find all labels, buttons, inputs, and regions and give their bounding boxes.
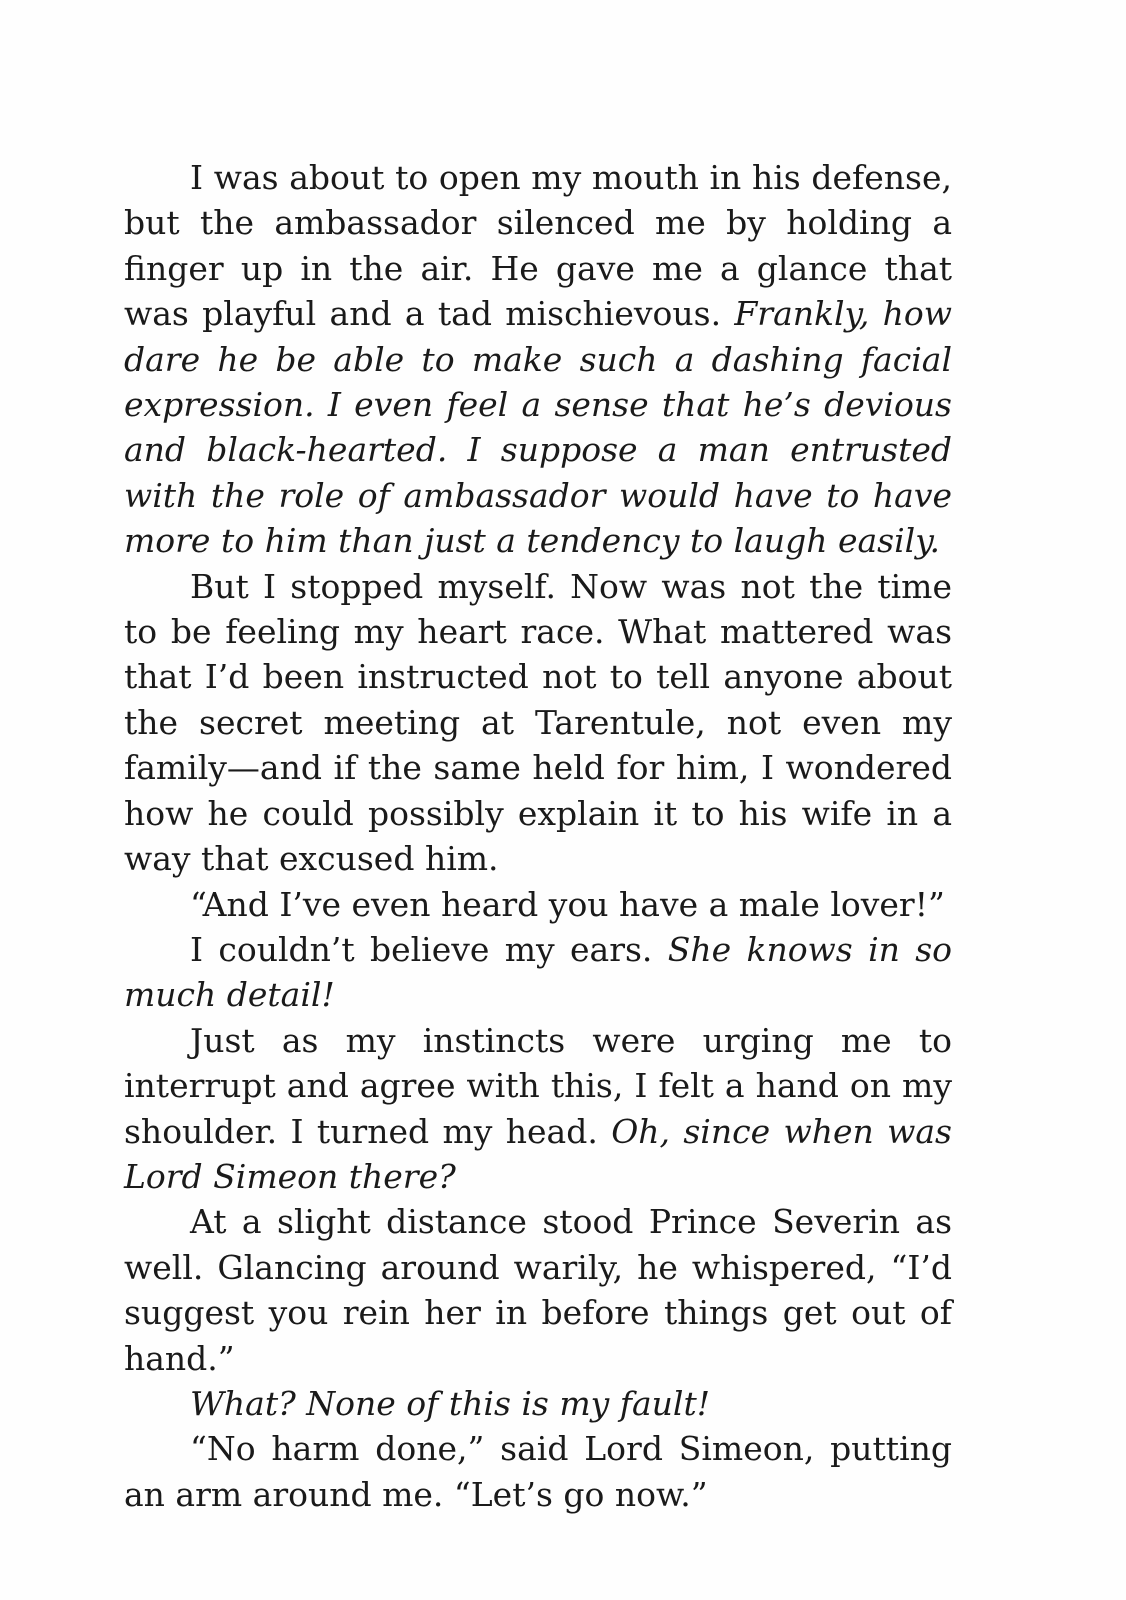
paragraph-2-text: But I stopped myself. Now was not the time to be feeling my heart race. What mattered was that I’d been instructed not to tell anyone about the secret meeting at Tarentule, not even my family—and if the same held for him, I wondered how he could possibly explain it to his wife in a way that excused him. [124,566,952,879]
paragraph-4-text: I couldn’t believe my ears. [190,929,668,969]
paragraph-5 [124,1018,952,1200]
paragraph-7 [124,1381,952,1426]
paragraph-8 [124,1426,952,1517]
body-text [124,155,952,1517]
paragraph-3-dialogue: “And I’ve even heard you have a male lover!” [190,884,945,924]
paragraph-6 [124,1199,952,1381]
paragraph-2 [124,564,952,882]
paragraph-6-text: At a slight distance stood Prince Severin as well. Glancing around warily, he whispered, “I’d suggest you rein her in before things get out of hand.” [124,1202,952,1378]
paragraph-3 [124,882,952,927]
paragraph-1-italic-thought: Frankly, how dare he be able to make such a dashing facial expression. I even feel a sense that he’s devious and black-hearted. I suppose a man entrusted with the role of ambassador would have to have more to him than just a tendency to laugh easily. [124,294,952,561]
paragraph-7-italic-thought: What? None of this is my fault! [190,1383,710,1423]
paragraph-5-text: Just as my instincts were urging me to interrupt and agree with this, I felt a hand on my shoulder. I turned my head. [124,1020,952,1151]
paragraph-1-text: I was about to open my mouth in his defense, but the ambassador silenced me by holding a finger up in the air. He gave me a glance that was playful and a tad mischievous. [124,158,952,334]
paragraph-8-dialogue: “No harm done,” said Lord Simeon, putting an arm around me. “Let’s go now.” [124,1429,952,1514]
paragraph-1 [124,155,952,564]
paragraph-4 [124,927,952,1018]
paragraph-4-italic-thought: She knows in so much detail! [124,929,952,1015]
paragraph-5-italic-thought: Oh, since when was Lord Simeon there? [124,1111,952,1196]
